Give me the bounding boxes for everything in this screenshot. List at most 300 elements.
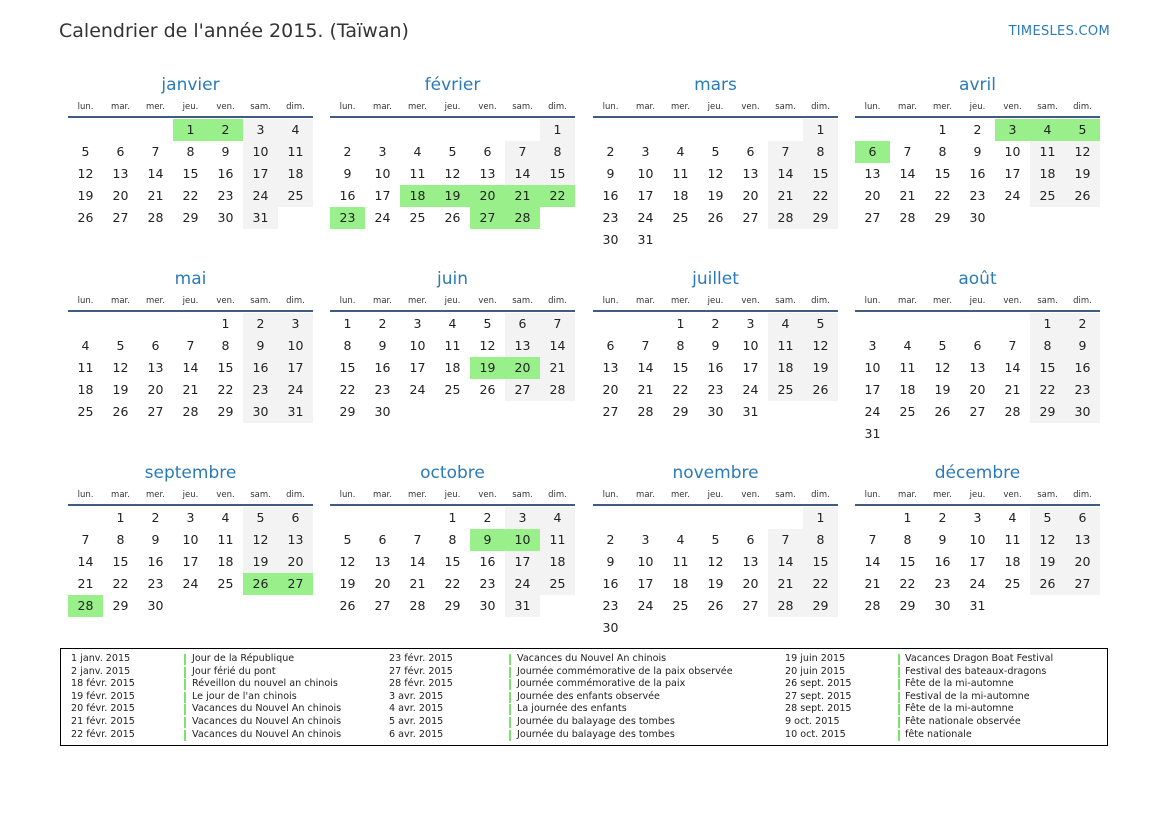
- legend-holiday-name: Festival de la mi-automne: [905, 690, 1030, 702]
- day-cell: 6: [746, 532, 755, 547]
- day-cell: 30: [1065, 401, 1100, 423]
- day-cell: 17: [182, 554, 199, 569]
- holiday-day-cell: 28: [505, 207, 540, 229]
- holiday-marker: [509, 679, 511, 690]
- day-cell: 21: [768, 185, 803, 207]
- legend-date: 10 oct. 2015: [785, 728, 846, 740]
- day-cell: 2: [711, 316, 720, 331]
- day-cell: 5: [803, 313, 838, 335]
- day-cell: 6: [505, 313, 540, 335]
- day-cell: 27: [147, 404, 164, 419]
- day-cell: 24: [182, 576, 199, 591]
- holiday-marker: [509, 667, 511, 678]
- month-divider: [68, 504, 313, 506]
- day-cell: 12: [77, 166, 94, 181]
- day-cell: 14: [1004, 360, 1021, 375]
- weekday-label: jeu.: [444, 102, 461, 112]
- weekday-label: dim.: [1073, 490, 1092, 500]
- holiday-day-cell: 4: [1030, 119, 1065, 141]
- day-cell: 13: [969, 360, 986, 375]
- day-cell: 13: [374, 554, 391, 569]
- day-cell: 12: [707, 166, 724, 181]
- day-cell: 11: [899, 360, 916, 375]
- day-grid: [68, 119, 313, 229]
- day-cell: 24: [243, 185, 278, 207]
- month-block: [593, 267, 838, 423]
- empty-cell: [663, 507, 698, 529]
- day-cell: 18: [1004, 554, 1021, 569]
- holiday-marker: [898, 717, 900, 728]
- weekday-label: mar.: [636, 490, 655, 500]
- weekday-label: mer.: [933, 102, 952, 112]
- day-cell: 20: [1065, 551, 1100, 573]
- weekday-label: mer.: [408, 296, 427, 306]
- holiday-marker: [898, 679, 900, 690]
- month-block: [330, 267, 575, 423]
- legend-entry: [71, 716, 422, 729]
- day-cell: 27: [112, 210, 129, 225]
- day-cell: 29: [899, 598, 916, 613]
- legend-column: [71, 653, 422, 741]
- day-cell: 15: [934, 166, 951, 181]
- day-cell: 15: [803, 551, 838, 573]
- day-cell: 18: [540, 551, 575, 573]
- legend-holiday-name: Vacances Dragon Boat Festival: [905, 653, 1054, 664]
- empty-cell: [733, 507, 768, 529]
- day-cell: 5: [483, 316, 492, 331]
- legend-date: 20 févr. 2015: [71, 703, 135, 715]
- day-cell: 23: [602, 598, 619, 613]
- day-cell: 30: [374, 404, 391, 419]
- day-cell: 13: [278, 529, 313, 551]
- day-cell: 10: [864, 360, 881, 375]
- day-cell: 13: [1065, 529, 1100, 551]
- day-cell: 15: [672, 360, 689, 375]
- day-cell: 23: [1065, 379, 1100, 401]
- weekday-label: mer.: [146, 296, 165, 306]
- holiday-day-cell: 27: [278, 573, 313, 595]
- day-cell: 5: [938, 338, 947, 353]
- legend-date: 1 janv. 2015: [71, 653, 131, 664]
- day-cell: 25: [444, 382, 461, 397]
- weekday-label: jeu.: [182, 102, 199, 112]
- day-cell: 4: [81, 338, 90, 353]
- month-divider: [855, 504, 1100, 506]
- day-cell: 28: [768, 595, 803, 617]
- empty-cell: [995, 313, 1030, 335]
- day-cell: 11: [672, 554, 689, 569]
- day-cell: 21: [147, 188, 164, 203]
- legend-column: [785, 653, 1135, 741]
- day-cell: 20: [969, 382, 986, 397]
- day-cell: 25: [409, 210, 426, 225]
- empty-cell: [365, 507, 400, 529]
- day-cell: 29: [217, 404, 234, 419]
- day-cell: 21: [182, 382, 199, 397]
- day-cell: 25: [768, 379, 803, 401]
- day-cell: 6: [151, 338, 160, 353]
- day-cell: 18: [672, 188, 689, 203]
- weekday-label: ven.: [741, 102, 760, 112]
- day-cell: 26: [1065, 185, 1100, 207]
- weekday-label: ven.: [216, 296, 235, 306]
- weekday-label: mar.: [373, 102, 392, 112]
- day-cell: 22: [217, 382, 234, 397]
- day-cell: 30: [602, 620, 619, 635]
- month-divider: [68, 310, 313, 312]
- empty-cell: [768, 507, 803, 529]
- day-cell: 15: [540, 163, 575, 185]
- weekday-label: sam.: [775, 490, 796, 500]
- day-cell: 21: [637, 382, 654, 397]
- holiday-marker: [184, 667, 186, 678]
- day-grid: [330, 119, 575, 229]
- day-cell: 13: [147, 360, 164, 375]
- holiday-day-cell: 18: [400, 185, 435, 207]
- month-name: mai: [174, 269, 207, 289]
- day-cell: 4: [676, 144, 685, 159]
- weekday-label: sam.: [775, 296, 796, 306]
- day-cell: 23: [934, 576, 951, 591]
- day-cell: 17: [969, 554, 986, 569]
- day-grid: [593, 507, 838, 639]
- day-cell: 7: [1008, 338, 1017, 353]
- day-cell: 8: [1030, 335, 1065, 357]
- weekday-label: sam.: [1037, 296, 1058, 306]
- day-cell: 27: [742, 598, 759, 613]
- legend-entry: [785, 666, 1135, 679]
- legend-holiday-name: Le jour de l'an chinois: [192, 690, 297, 702]
- day-cell: 4: [448, 316, 457, 331]
- weekday-label: jeu.: [707, 490, 724, 500]
- day-cell: 25: [672, 210, 689, 225]
- legend-holiday-name: Fête de la mi-automne: [905, 678, 1014, 690]
- day-cell: 25: [540, 573, 575, 595]
- weekday-header: [855, 488, 1100, 502]
- legend-entry: [71, 666, 422, 679]
- weekday-label: sam.: [775, 102, 796, 112]
- site-link[interactable]: TIMESLES.COM: [1008, 24, 1110, 39]
- legend-entry: [71, 703, 422, 716]
- day-cell: 16: [707, 360, 724, 375]
- weekday-label: dim.: [1073, 102, 1092, 112]
- month-block: [593, 73, 838, 251]
- holiday-day-cell: 22: [540, 185, 575, 207]
- day-cell: 11: [278, 141, 313, 163]
- weekday-label: lun.: [339, 296, 356, 306]
- day-cell: 21: [1004, 382, 1021, 397]
- day-cell: 27: [1065, 573, 1100, 595]
- weekday-label: sam.: [512, 102, 533, 112]
- day-cell: 2: [606, 144, 615, 159]
- day-cell: 9: [606, 166, 615, 181]
- day-cell: 14: [409, 554, 426, 569]
- month-name: septembre: [144, 463, 237, 483]
- weekday-header: [330, 488, 575, 502]
- day-cell: 6: [378, 532, 387, 547]
- holiday-day-cell: 23: [330, 207, 365, 229]
- legend-holiday-name: Festival des bateaux-dragons: [905, 665, 1047, 677]
- day-cell: 27: [742, 210, 759, 225]
- holiday-marker: [509, 654, 511, 665]
- legend-entry: [785, 703, 1135, 716]
- month-block: [68, 73, 313, 229]
- empty-cell: [925, 313, 960, 335]
- day-cell: 10: [969, 532, 986, 547]
- day-cell: 18: [444, 360, 461, 375]
- weekday-label: mer.: [933, 296, 952, 306]
- month-block: [330, 73, 575, 229]
- day-cell: 18: [672, 576, 689, 591]
- day-cell: 7: [413, 532, 422, 547]
- day-cell: 15: [339, 360, 356, 375]
- holiday-day-cell: 10: [505, 529, 540, 551]
- day-cell: 25: [278, 185, 313, 207]
- day-cell: 22: [444, 576, 461, 591]
- weekday-header: [330, 100, 575, 114]
- legend-date: 2 janv. 2015: [71, 665, 131, 677]
- day-cell: 12: [112, 360, 129, 375]
- day-cell: 3: [243, 119, 278, 141]
- day-cell: 13: [505, 335, 540, 357]
- day-cell: 10: [637, 554, 654, 569]
- empty-cell: [505, 119, 540, 141]
- day-cell: 15: [444, 554, 461, 569]
- day-cell: 17: [409, 360, 426, 375]
- day-cell: 15: [899, 554, 916, 569]
- month-divider: [593, 310, 838, 312]
- legend-date: 4 avr. 2015: [389, 703, 444, 715]
- weekday-label: sam.: [512, 490, 533, 500]
- holiday-marker: [509, 730, 511, 741]
- day-cell: 6: [606, 338, 615, 353]
- holiday-marker: [898, 704, 900, 715]
- legend-entry: [389, 678, 747, 691]
- empty-cell: [330, 507, 365, 529]
- day-cell: 19: [707, 576, 724, 591]
- month-name: octobre: [420, 463, 485, 483]
- day-cell: 14: [147, 166, 164, 181]
- weekday-label: mer.: [146, 102, 165, 112]
- weekday-header: [855, 294, 1100, 308]
- day-cell: 9: [938, 532, 947, 547]
- day-cell: 20: [864, 188, 881, 203]
- day-cell: 20: [742, 576, 759, 591]
- day-cell: 14: [899, 166, 916, 181]
- day-cell: 19: [803, 357, 838, 379]
- weekday-label: mar.: [898, 490, 917, 500]
- day-cell: 5: [711, 144, 720, 159]
- day-cell: 10: [278, 335, 313, 357]
- weekday-label: jeu.: [969, 296, 986, 306]
- day-cell: 5: [243, 507, 278, 529]
- day-cell: 8: [343, 338, 352, 353]
- weekday-header: [68, 488, 313, 502]
- legend-entry: [785, 716, 1135, 729]
- day-cell: 12: [803, 335, 838, 357]
- day-cell: 12: [1065, 141, 1100, 163]
- legend-date: 28 févr. 2015: [389, 678, 453, 690]
- day-cell: 12: [243, 529, 278, 551]
- day-cell: 22: [803, 573, 838, 595]
- day-cell: 12: [339, 554, 356, 569]
- day-cell: 14: [864, 554, 881, 569]
- empty-cell: [68, 507, 103, 529]
- day-cell: 9: [343, 166, 352, 181]
- day-cell: 28: [147, 210, 164, 225]
- day-cell: 13: [602, 360, 619, 375]
- legend-date: 27 févr. 2015: [389, 665, 453, 677]
- month-name: mars: [694, 75, 737, 95]
- day-cell: 1: [448, 510, 457, 525]
- day-cell: 22: [112, 576, 129, 591]
- legend-holiday-name: Journée du balayage des tombes: [517, 715, 675, 727]
- day-cell: 6: [746, 144, 755, 159]
- month-name: décembre: [934, 463, 1021, 483]
- legend-column: [389, 653, 747, 741]
- legend-holiday-name: La journée des enfants: [517, 703, 627, 715]
- day-cell: 19: [1030, 551, 1065, 573]
- weekday-label: mar.: [111, 296, 130, 306]
- holiday-marker: [184, 717, 186, 728]
- day-cell: 3: [378, 144, 387, 159]
- day-cell: 27: [864, 210, 881, 225]
- holiday-marker: [509, 717, 511, 728]
- day-cell: 25: [1004, 576, 1021, 591]
- day-cell: 10: [243, 141, 278, 163]
- weekday-label: dim.: [811, 102, 830, 112]
- day-cell: 4: [768, 313, 803, 335]
- day-cell: 21: [768, 573, 803, 595]
- day-cell: 29: [672, 404, 689, 419]
- day-cell: 9: [606, 554, 615, 569]
- day-cell: 20: [147, 382, 164, 397]
- legend-holiday-name: Jour férié du pont: [192, 665, 276, 677]
- day-cell: 28: [409, 598, 426, 613]
- day-cell: 2: [973, 122, 982, 137]
- month-name: novembre: [672, 463, 759, 483]
- day-cell: 15: [217, 360, 234, 375]
- legend-entry: [71, 729, 422, 742]
- day-cell: 1: [676, 316, 685, 331]
- day-cell: 14: [77, 554, 94, 569]
- day-cell: 26: [934, 404, 951, 419]
- holiday-day-cell: 27: [470, 207, 505, 229]
- weekday-label: mar.: [636, 102, 655, 112]
- day-cell: 5: [1030, 507, 1065, 529]
- legend-date: 27 sept. 2015: [785, 690, 852, 702]
- day-cell: 15: [1030, 357, 1065, 379]
- day-cell: 22: [339, 382, 356, 397]
- day-cell: 13: [864, 166, 881, 181]
- day-cell: 12: [934, 360, 951, 375]
- day-cell: 26: [112, 404, 129, 419]
- day-cell: 11: [217, 532, 234, 547]
- day-cell: 28: [899, 210, 916, 225]
- month-divider: [593, 504, 838, 506]
- day-cell: 9: [378, 338, 387, 353]
- day-cell: 7: [540, 313, 575, 335]
- legend-entry: [71, 653, 422, 666]
- day-cell: 21: [77, 576, 94, 591]
- weekday-label: lun.: [602, 102, 619, 112]
- day-cell: 24: [1004, 188, 1021, 203]
- day-cell: 16: [1065, 357, 1100, 379]
- day-cell: 1: [938, 122, 947, 137]
- weekday-label: jeu.: [444, 490, 461, 500]
- day-cell: 8: [676, 338, 685, 353]
- day-cell: 2: [483, 510, 492, 525]
- day-grid: [330, 313, 575, 423]
- empty-cell: [400, 119, 435, 141]
- empty-cell: [330, 119, 365, 141]
- legend-date: 3 avr. 2015: [389, 690, 444, 702]
- empty-cell: [960, 313, 995, 335]
- day-cell: 7: [768, 141, 803, 163]
- day-cell: 28: [540, 379, 575, 401]
- holiday-marker: [184, 730, 186, 741]
- day-cell: 12: [444, 166, 461, 181]
- legend-holiday-name: Réveillon du nouvel an chinois: [192, 678, 338, 690]
- legend-date: 5 avr. 2015: [389, 715, 444, 727]
- empty-cell: [890, 313, 925, 335]
- weekday-header: [68, 294, 313, 308]
- day-cell: 11: [444, 338, 461, 353]
- day-cell: 30: [969, 210, 986, 225]
- day-cell: 18: [1030, 163, 1065, 185]
- day-cell: 26: [339, 598, 356, 613]
- day-cell: 29: [1030, 401, 1065, 423]
- day-cell: 29: [339, 404, 356, 419]
- day-cell: 7: [903, 144, 912, 159]
- holiday-day-cell: 20: [505, 357, 540, 379]
- empty-cell: [365, 119, 400, 141]
- legend-date: 26 sept. 2015: [785, 678, 852, 690]
- day-cell: 27: [505, 379, 540, 401]
- day-cell: 11: [540, 529, 575, 551]
- month-block: [330, 461, 575, 617]
- day-cell: 19: [707, 188, 724, 203]
- day-cell: 10: [1004, 144, 1021, 159]
- weekday-label: mer.: [671, 490, 690, 500]
- day-grid: [855, 119, 1100, 229]
- day-cell: 29: [803, 207, 838, 229]
- day-cell: 23: [147, 576, 164, 591]
- empty-cell: [470, 119, 505, 141]
- day-cell: 17: [505, 551, 540, 573]
- day-cell: 7: [81, 532, 90, 547]
- empty-cell: [628, 119, 663, 141]
- weekday-label: dim.: [1073, 296, 1092, 306]
- day-cell: 5: [116, 338, 125, 353]
- holiday-day-cell: 20: [470, 185, 505, 207]
- month-block: [855, 267, 1100, 445]
- legend-date: 19 juin 2015: [785, 653, 846, 664]
- day-cell: 24: [864, 404, 881, 419]
- legend-entry: [71, 678, 422, 691]
- holiday-day-cell: 19: [470, 357, 505, 379]
- weekday-label: jeu.: [707, 296, 724, 306]
- day-cell: 15: [182, 166, 199, 181]
- day-cell: 2: [606, 532, 615, 547]
- weekday-label: dim.: [286, 296, 305, 306]
- day-cell: 13: [742, 554, 759, 569]
- weekday-label: lun.: [602, 296, 619, 306]
- weekday-label: mer.: [408, 490, 427, 500]
- day-cell: 25: [77, 404, 94, 419]
- day-cell: 13: [112, 166, 129, 181]
- day-cell: 4: [1008, 510, 1017, 525]
